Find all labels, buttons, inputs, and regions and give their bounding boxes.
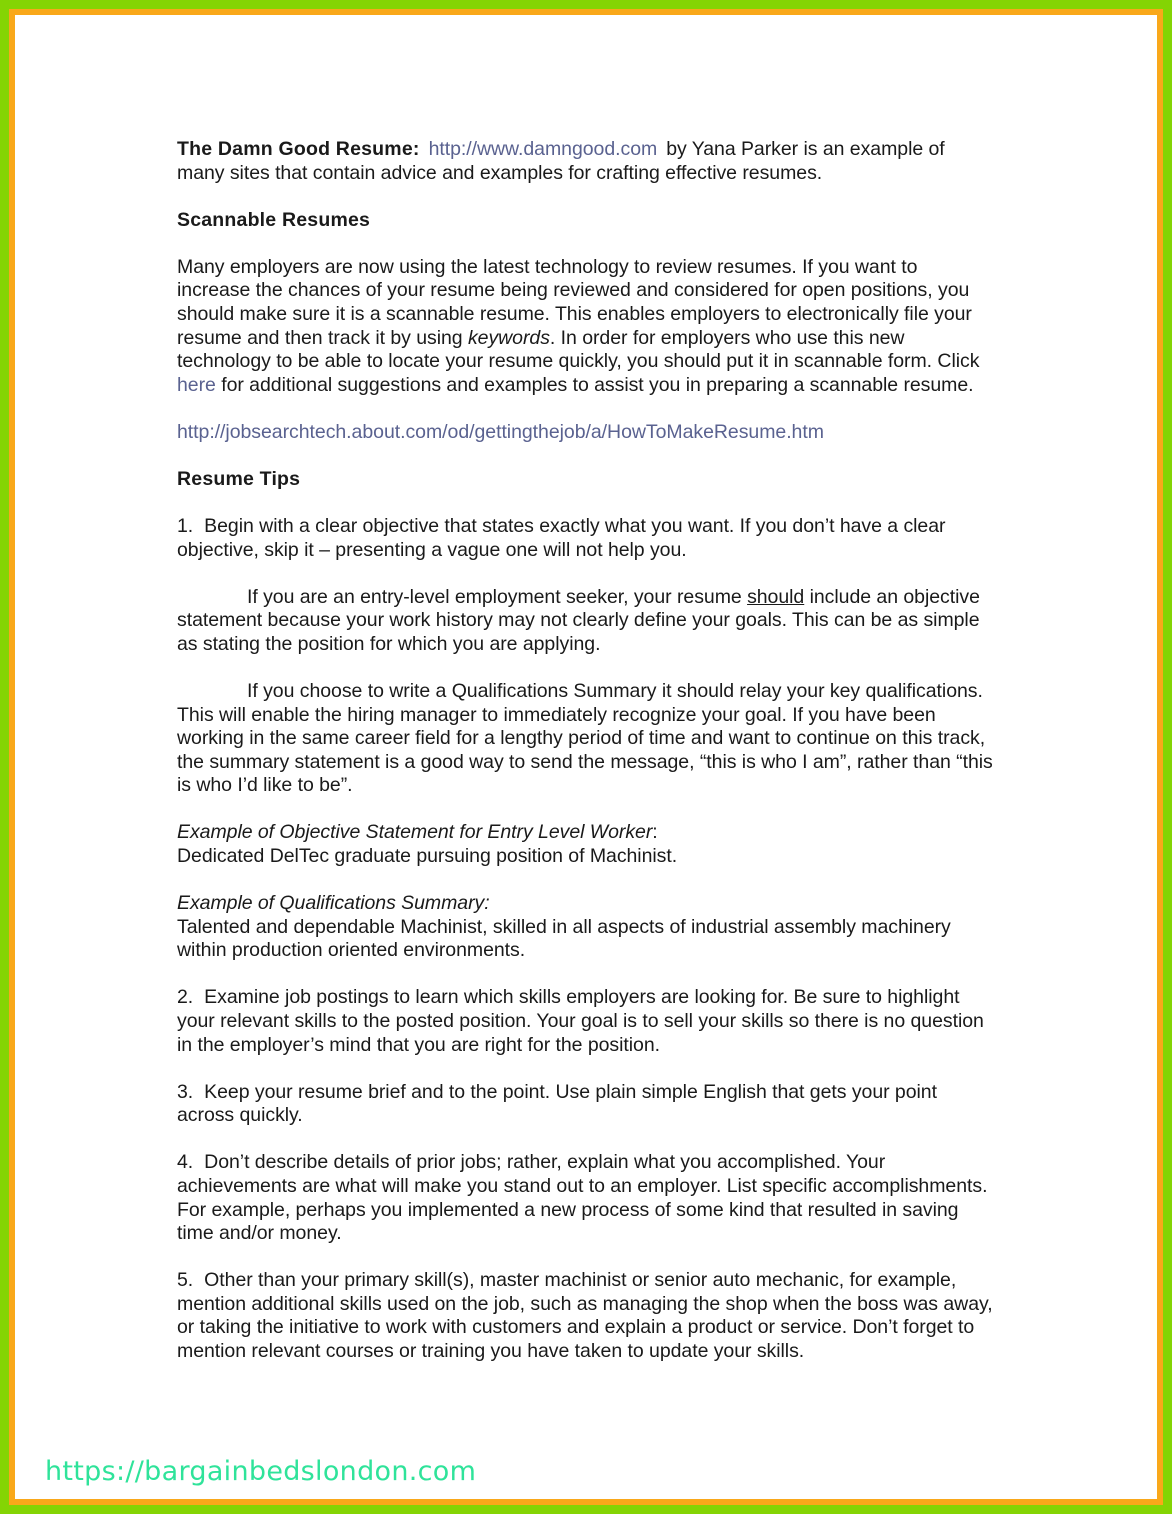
example-objective-body: Dedicated DelTec graduate pursuing position of Machinist. — [177, 845, 678, 868]
qualifications-summary-paragraph: If you choose to write a Qualifications Summary it should relay your key qualifications. This will enable the hiring manager to immediately recognize your goal. If you have been working in the same career field for a lengthy period of time and want to continue on this track, the summary statement is a good way to send the message, “this is who I am”, rather than “this is who I’d like to be”. — [177, 680, 993, 797]
tip-1-number: 1. — [177, 515, 194, 538]
scannable-resumes-paragraph — [177, 256, 993, 398]
example-objective-label — [177, 821, 993, 845]
tip-3-text: Keep your resume brief and to the point. Use plain simple English that gets your point across quickly. — [177, 1080, 937, 1127]
example-objective-label-colon: : — [652, 821, 658, 844]
tip-5-text: Other than your primary skill(s), master machinist or senior auto mechanic, for example, mention additional skills used on the job, such as managing the shop when the boss was away, or taking the initiative to work with customers and explain a product or service. Don’t forget to mention relevant courses or training you have taken to update your skills. — [177, 1269, 993, 1363]
jobsearchtech-url-link[interactable]: http://jobsearchtech.about.com/od/gettingthejob/a/HowToMakeResume.htm — [177, 420, 824, 443]
tip-1-text: Begin with a clear objective that states exactly what you want. If you don’t have a clear objective, skip it – presenting a vague one will not help you. — [177, 515, 946, 561]
keywords-emphasis: keywords — [467, 326, 550, 349]
tip-item-4 — [177, 1151, 993, 1245]
intro-paragraph — [177, 138, 993, 185]
tip-item-1 — [177, 515, 993, 562]
damn-good-resume-label: The Damn Good Resume: — [177, 138, 420, 160]
example-qualifications-label: Example of Qualifications Summary: — [177, 892, 490, 915]
document-body — [177, 138, 993, 1387]
tip-4-number: 4. — [177, 1151, 194, 1174]
scannable-text-part2: . In order for employers who use this new technology to be able to locate your resume quickly, you should put it in scannable form. Click — [177, 326, 980, 373]
intro-rest-text: by Yana Parker is an example of many sites that contain advice and examples for crafting effective resumes. — [177, 138, 945, 184]
tip-3-number: 3. — [177, 1080, 194, 1103]
here-link[interactable]: here — [177, 373, 216, 396]
watermark-url: https://bargainbedslondon.com — [45, 1456, 477, 1487]
tip-item-5 — [177, 1269, 993, 1363]
should-emphasis: should — [747, 585, 805, 608]
tip-2-number: 2. — [177, 986, 194, 1009]
tip-2-text: Examine job postings to learn which skills employers are looking for. Be sure to highlight your relevant skills to the posted position. Your goal is to sell your skills so there is no question in the employer’s mind that you are right for the position. — [177, 986, 984, 1056]
example-objective-label-text: Example of Objective Statement for Entry Level Worker — [177, 821, 653, 844]
damngood-link[interactable]: http://www.damngood.com — [428, 138, 658, 160]
scannable-text-part3: for additional suggestions and examples to assist you in preparing a scannable resume. — [215, 373, 974, 396]
example-qualifications-body: Talented and dependable Machinist, skilled in all aspects of industrial assembly machinery within production oriented environments. — [177, 915, 951, 962]
scannable-text-part1: Many employers are now using the latest technology to review resumes. If you want to increase the chances of your resume being reviewed and considered for open positions, you should make sure it is a scannable resume. This enables employers to electronically file your resume and then track it by using — [177, 255, 972, 349]
resume-tips-heading: Resume Tips — [177, 467, 301, 490]
entry-level-part2: include an objective statement because your work history may not clearly define your goals. This can be as simple as stating the position for which you are applying. — [177, 585, 980, 655]
entry-level-paragraph — [177, 586, 993, 657]
tip-item-2 — [177, 986, 993, 1057]
entry-level-part1: If you are an entry-level employment seeker, your resume — [247, 585, 748, 608]
page-sheet — [15, 15, 1157, 1499]
tip-4-text: Don’t describe details of prior jobs; rather, explain what you accomplished. Your achievements are what will make you stand out to an employer. List specific accomplishments. For example, perhaps you implemented a new process of some kind that resulted in saving time and/or money. — [177, 1151, 988, 1245]
tip-5-number: 5. — [177, 1269, 194, 1292]
scannable-resumes-heading: Scannable Resumes — [177, 208, 371, 231]
tip-item-3 — [177, 1081, 993, 1128]
